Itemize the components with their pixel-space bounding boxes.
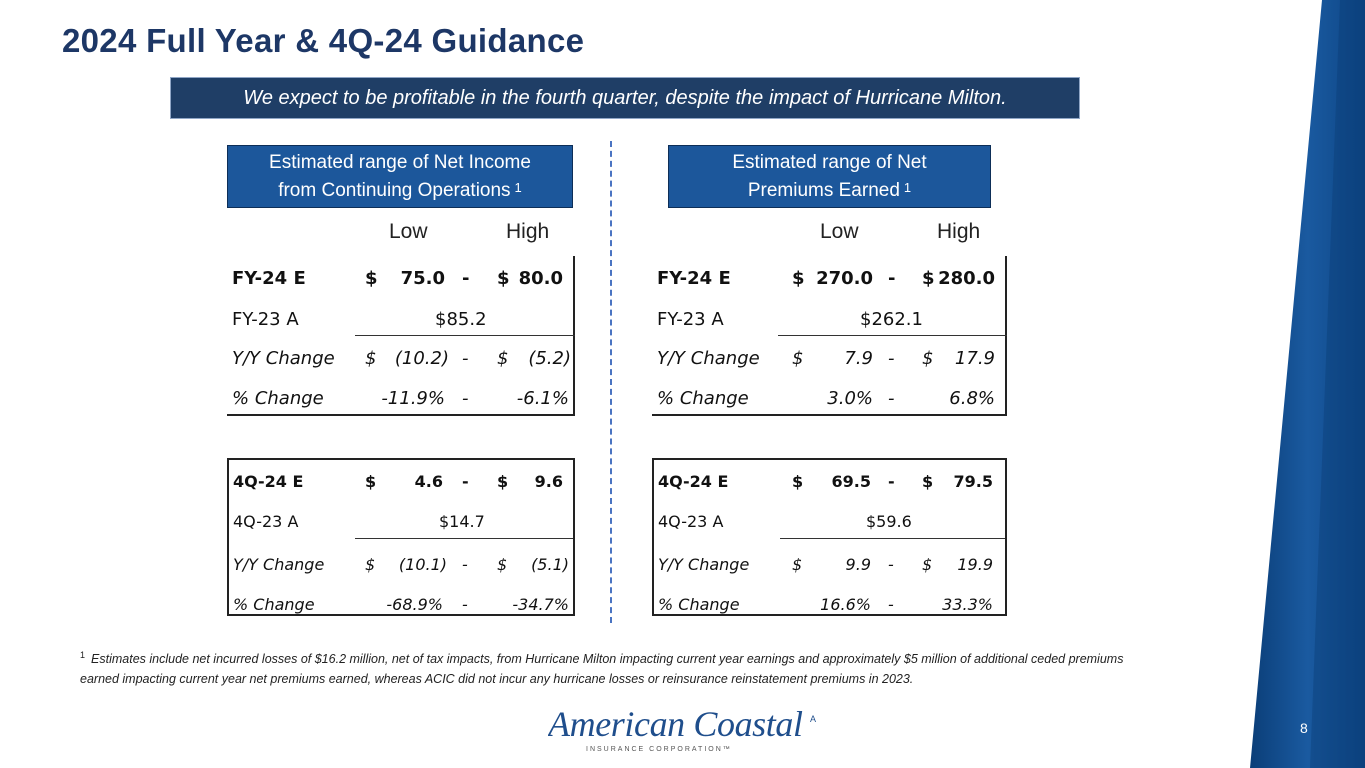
currency: $ (922, 555, 933, 574)
footnote-marker: 1 (514, 180, 522, 195)
actual-value: $59.6 (866, 512, 912, 531)
separator: - (888, 388, 895, 409)
net-income-header-line2-wrap (228, 177, 572, 205)
footnote (80, 645, 1160, 689)
table-row (229, 585, 573, 625)
currency: $ (497, 348, 509, 369)
high-value: 9.6 (534, 472, 563, 491)
net-income-header (227, 145, 573, 208)
table-row (652, 379, 1007, 419)
row-label: FY-24 E (232, 268, 306, 289)
page-title: 2024 Full Year & 4Q-24 Guidance (62, 22, 585, 59)
low-value: 7.9 (844, 348, 873, 369)
separator: - (888, 348, 895, 369)
table-row (654, 585, 1005, 625)
table-row (229, 545, 573, 585)
logo-subtitle: INSURANCE CORPORATION™ (586, 746, 732, 753)
premiums-header (668, 145, 991, 208)
currency: $ (497, 555, 508, 574)
table-row (227, 379, 575, 419)
high-value: -34.7% (512, 595, 569, 614)
col-low-left: Low (389, 220, 428, 243)
table-row (654, 462, 1005, 502)
decorative-blue-stripe (1250, 0, 1365, 768)
currency: $ (792, 555, 803, 574)
separator: - (462, 472, 469, 491)
row-label: % Change (658, 595, 740, 614)
table-row (652, 259, 1007, 299)
row-label: FY-24 E (657, 268, 731, 289)
net-income-q4-table (227, 458, 575, 616)
separator: - (462, 555, 468, 574)
low-value: (10.2) (394, 348, 449, 369)
footnote-text: Estimates include net incurred losses of $16.2 million, net of tax impacts, from Hurricane Milton impacting current year earnings and approximately $5 million of additional ceded premiums earned impacting current year net premiums earned, whereas ACIC did not incur any hurricane losses or reinsurance reinstatement premiums in 2023. (80, 652, 1124, 687)
currency: $ (792, 348, 804, 369)
low-value: 270.0 (816, 268, 873, 289)
row-label: % Change (657, 388, 749, 409)
footnote-marker: 1 (903, 180, 912, 195)
logo-mark: A (810, 714, 817, 724)
col-high-left: High (506, 220, 550, 243)
row-label: 4Q-23 A (233, 512, 299, 531)
row-label: FY-23 A (232, 309, 299, 330)
premiums-header-line1: Estimated range of Net (732, 152, 927, 173)
separator: - (888, 595, 894, 614)
table-row (227, 339, 575, 379)
separator: - (462, 268, 470, 289)
currency: $ (922, 472, 934, 491)
summary-banner: We expect to be profitable in the fourth quarter, despite the impact of Hurricane Milton. (170, 77, 1080, 119)
currency: $ (365, 555, 376, 574)
separator: - (462, 348, 469, 369)
low-value: 75.0 (400, 268, 445, 289)
high-value: 79.5 (953, 472, 993, 491)
actual-value: $14.7 (439, 512, 485, 531)
high-value: 80.0 (518, 268, 563, 289)
premiums-q4-table (652, 458, 1007, 616)
low-value: 69.5 (831, 472, 871, 491)
separator: - (888, 268, 896, 289)
currency: $ (365, 268, 378, 289)
table-row (229, 502, 573, 542)
high-value: -6.1% (516, 388, 569, 409)
high-value: 280.0 (938, 268, 995, 289)
row-label: FY-23 A (657, 309, 724, 330)
table-row (652, 339, 1007, 379)
row-label: % Change (233, 595, 315, 614)
net-income-fy-table (227, 256, 575, 416)
low-value: 9.9 (845, 555, 871, 574)
high-value: (5.1) (531, 555, 569, 574)
table-row (652, 300, 1007, 340)
table-row (227, 259, 575, 299)
american-coastal-logo (548, 700, 848, 760)
row-label: % Change (232, 388, 324, 409)
high-value: 17.9 (954, 348, 995, 369)
low-value: 3.0% (827, 388, 873, 409)
currency: $ (497, 472, 509, 491)
premiums-header-line2: Premiums Earned (747, 180, 900, 201)
currency: $ (922, 268, 935, 289)
net-income-header-line1: Estimated range of Net Income (269, 152, 531, 173)
row-label: 4Q-23 A (658, 512, 724, 531)
col-high-right: High (937, 220, 981, 243)
high-value: (5.2) (528, 348, 571, 369)
table-row (229, 462, 573, 502)
low-value: -11.9% (381, 388, 445, 409)
separator: - (462, 388, 469, 409)
separator: - (888, 555, 894, 574)
low-value: 4.6 (414, 472, 443, 491)
high-value: 33.3% (942, 595, 993, 614)
actual-value: $85.2 (435, 309, 487, 330)
row-label: 4Q-24 E (658, 472, 729, 491)
logo-wordmark: American Coastal (548, 704, 803, 744)
high-value: 19.9 (957, 555, 993, 574)
currency: $ (365, 472, 377, 491)
row-label: Y/Y Change (658, 555, 750, 574)
net-income-header-line2: from Continuing Operations (278, 180, 511, 201)
separator: - (888, 472, 895, 491)
currency: $ (365, 348, 377, 369)
table-row (227, 300, 575, 340)
row-label: 4Q-24 E (233, 472, 304, 491)
low-value: (10.1) (398, 555, 447, 574)
row-label: Y/Y Change (657, 348, 760, 369)
row-label: Y/Y Change (232, 348, 335, 369)
footnote-number: 1 (80, 650, 86, 660)
separator: - (462, 595, 468, 614)
low-value: 16.6% (820, 595, 871, 614)
page-number: 8 (1300, 720, 1308, 736)
currency: $ (792, 472, 804, 491)
premiums-header-line2-wrap (669, 177, 990, 205)
table-row (654, 502, 1005, 542)
currency: $ (792, 268, 805, 289)
high-value: 6.8% (949, 388, 995, 409)
currency: $ (922, 348, 934, 369)
table-row (654, 545, 1005, 585)
premiums-fy-table (652, 256, 1007, 416)
actual-value: $262.1 (860, 309, 923, 330)
row-label: Y/Y Change (233, 555, 325, 574)
col-low-right: Low (820, 220, 859, 243)
center-divider (610, 141, 612, 623)
low-value: -68.9% (386, 595, 443, 614)
currency: $ (497, 268, 510, 289)
